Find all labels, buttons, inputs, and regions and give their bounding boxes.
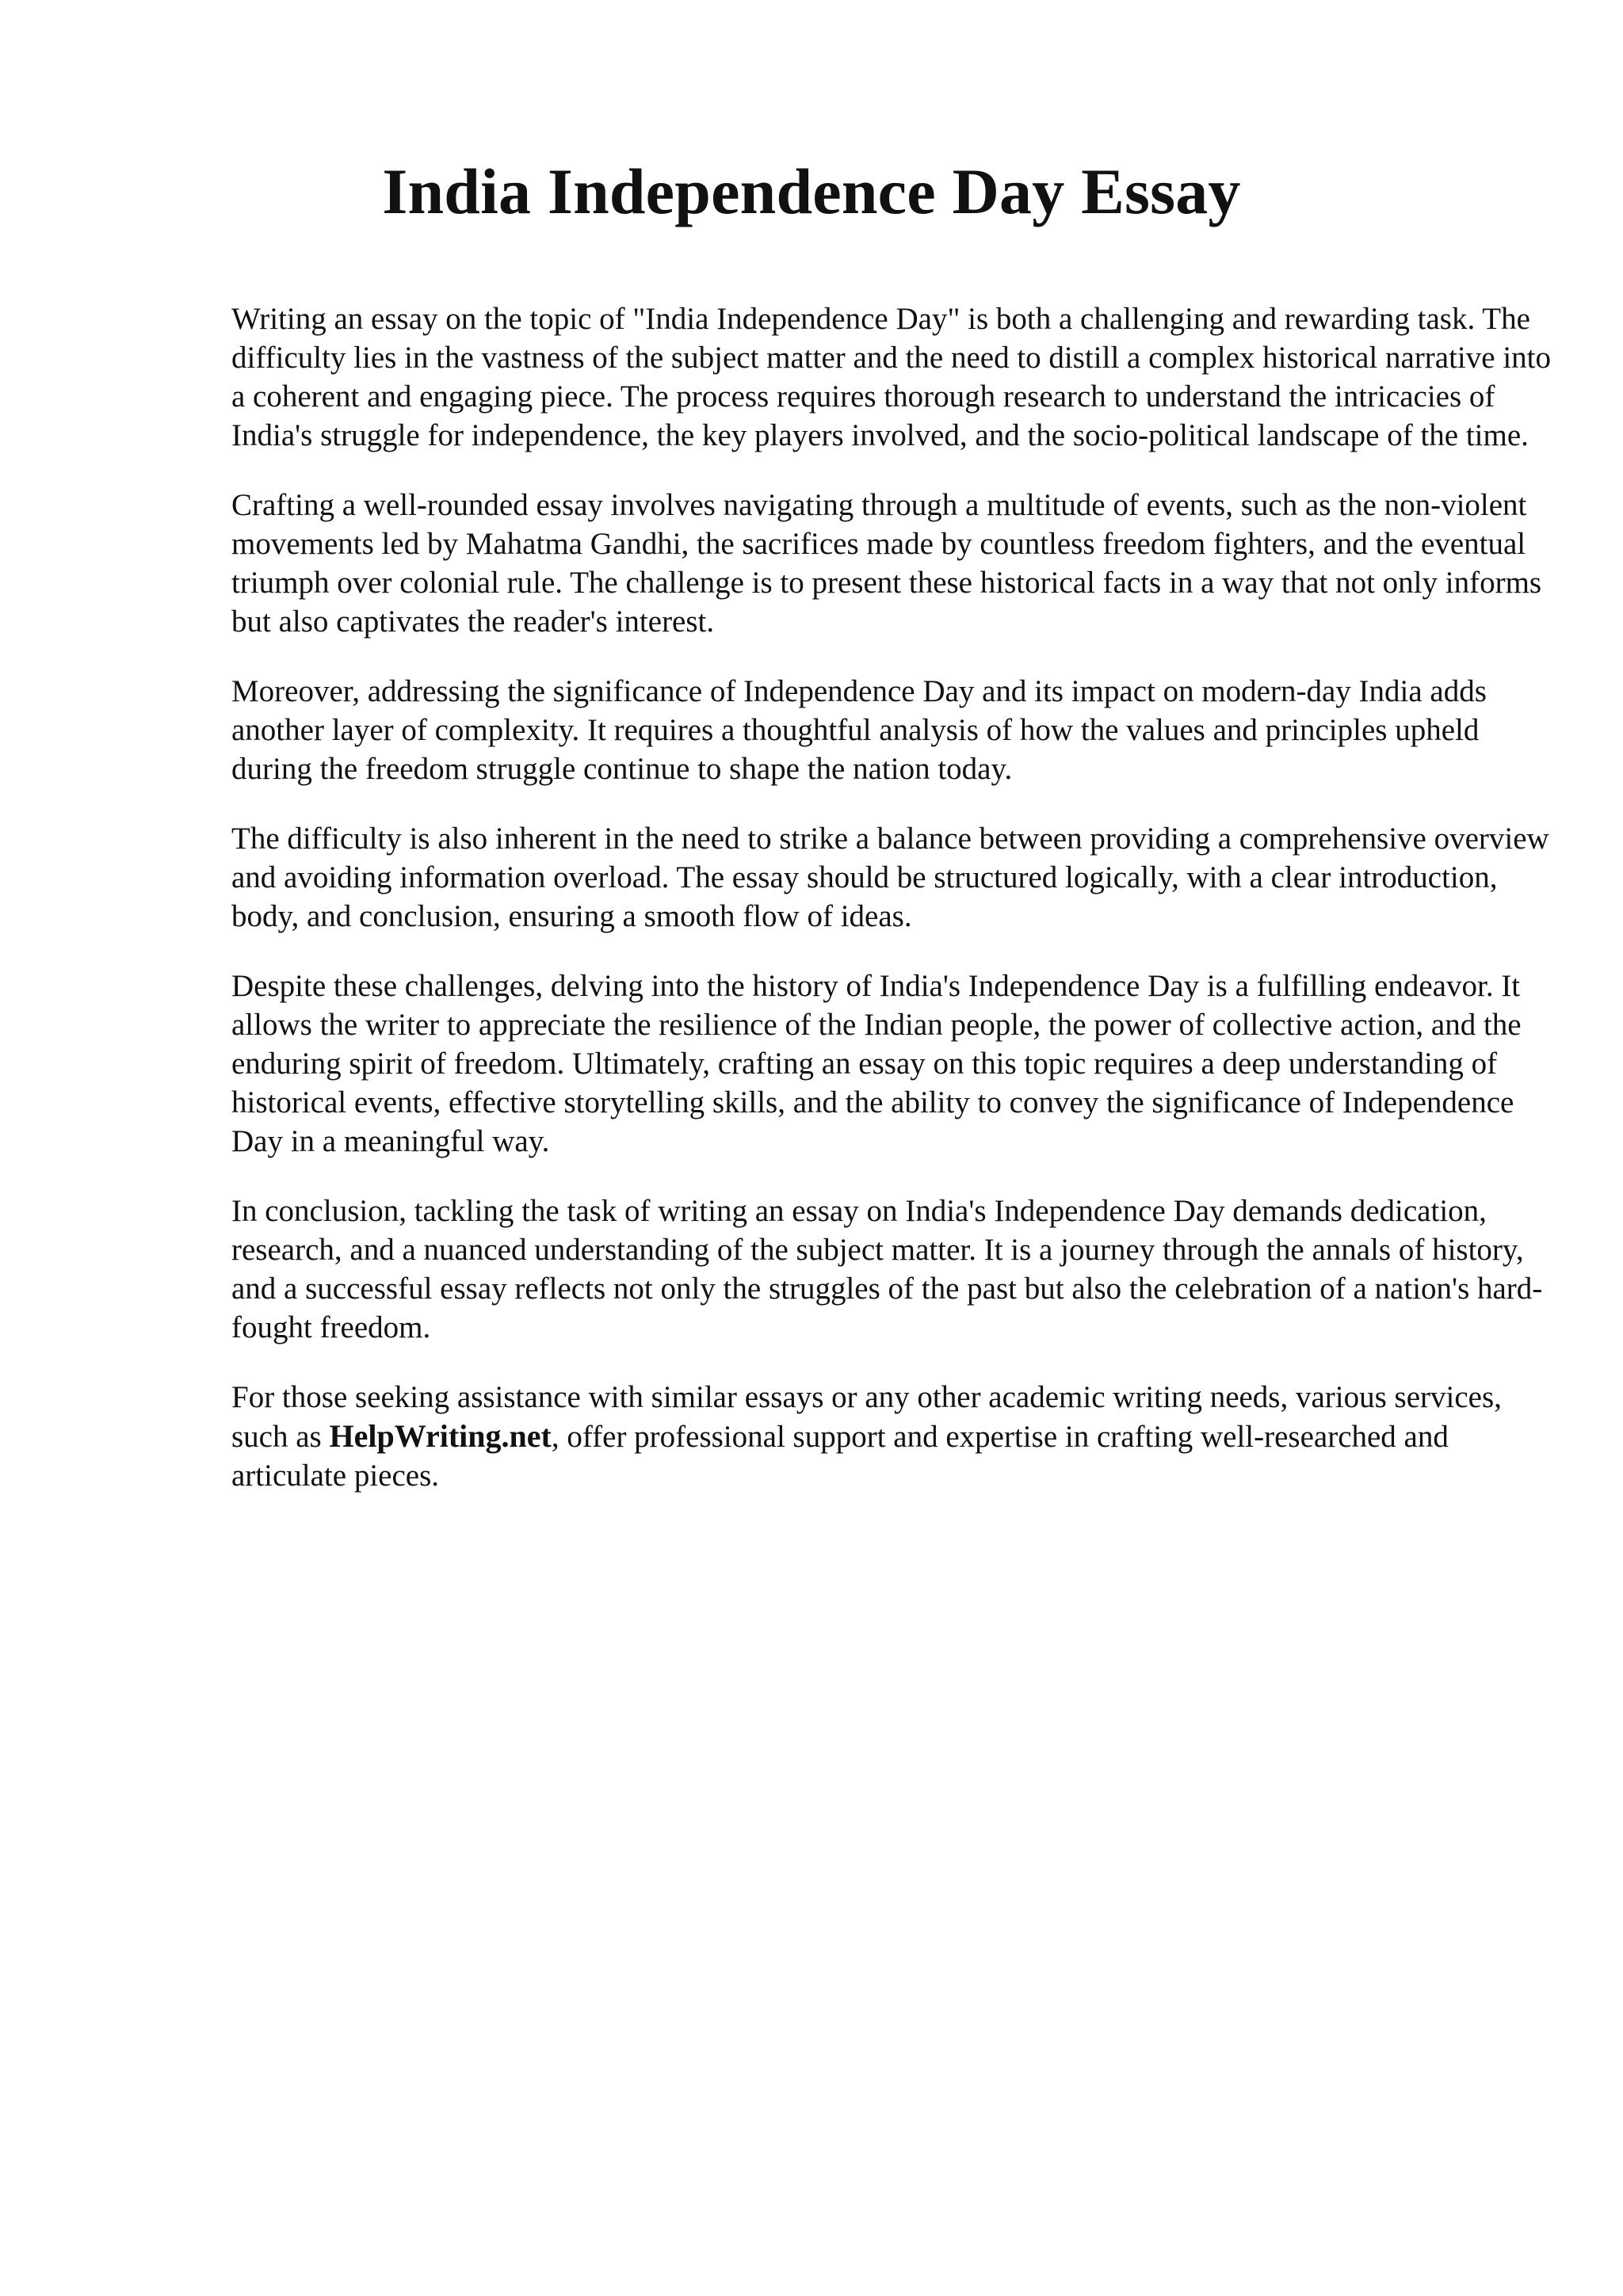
- paragraph-4: The difficulty is also inherent in the need to strike a balance between providing a comprehensive overview and avoiding information overload. The essay should be structured logically, with a clear introduction, body, and conclusion, ensuring a smooth flow of ideas.: [231, 822, 1549, 933]
- helpwriting-brand-name: HelpWriting.net: [329, 1418, 552, 1454]
- paragraph-3: Moreover, addressing the significance of Independence Day and its impact on modern-day India adds another layer of complexity. It requires a thoughtful analysis of how the values and principles upheld during the freedom struggle continue to shape the nation today.: [231, 674, 1487, 786]
- paragraph-1: Writing an essay on the topic of "India Independence Day" is both a challenging and rewarding task. The difficulty lies in the vastness of the subject matter and the need to distill a complex historical narrative into a coherent and engaging piece. The process requires thorough research to understand the intricacies of India's struggle for independence, the key players involved, and the socio-political landscape of the time.: [231, 302, 1552, 452]
- paragraph-6: In conclusion, tackling the task of writing an essay on India's Independence Day demands dedication, research, and a nuanced understanding of the subject matter. It is a journey through the annals of history, and a successful essay reflects not only the struggles of the past but also the celebration of a nation's hard-fought freedom.: [231, 1194, 1543, 1344]
- paragraph-2: Crafting a well-rounded essay involves navigating through a multitude of events, such as the non-violent movements led by Mahatma Gandhi, the sacrifices made by countless freedom fighters, and the eventual triumph over colonial rule. The challenge is to present these historical facts in a way that not only informs but also captivates the reader's interest.: [231, 488, 1542, 639]
- document-body: [231, 299, 1553, 1526]
- document-title: India Independence Day Essay: [382, 155, 1241, 227]
- paragraph-7-lead-text: For those seeking assistance with similar essays or any other academic writing needs, various services, such as: [231, 1380, 1502, 1454]
- paragraph-7-trailing-text: , offer professional support and expertise in crafting well-researched and articulate pieces.: [231, 1420, 1449, 1493]
- paragraph-5: Despite these challenges, delving into the history of India's Independence Day is a fulfilling endeavor. It allows the writer to appreciate the resilience of the Indian people, the power of collective action, and the enduring spirit of freedom. Ultimately, crafting an essay on this topic requires a deep understanding of historical events, effective storytelling skills, and the ability to convey the significance of Independence Day in a meaningful way.: [231, 969, 1522, 1158]
- paragraph-7: [231, 1378, 1553, 1495]
